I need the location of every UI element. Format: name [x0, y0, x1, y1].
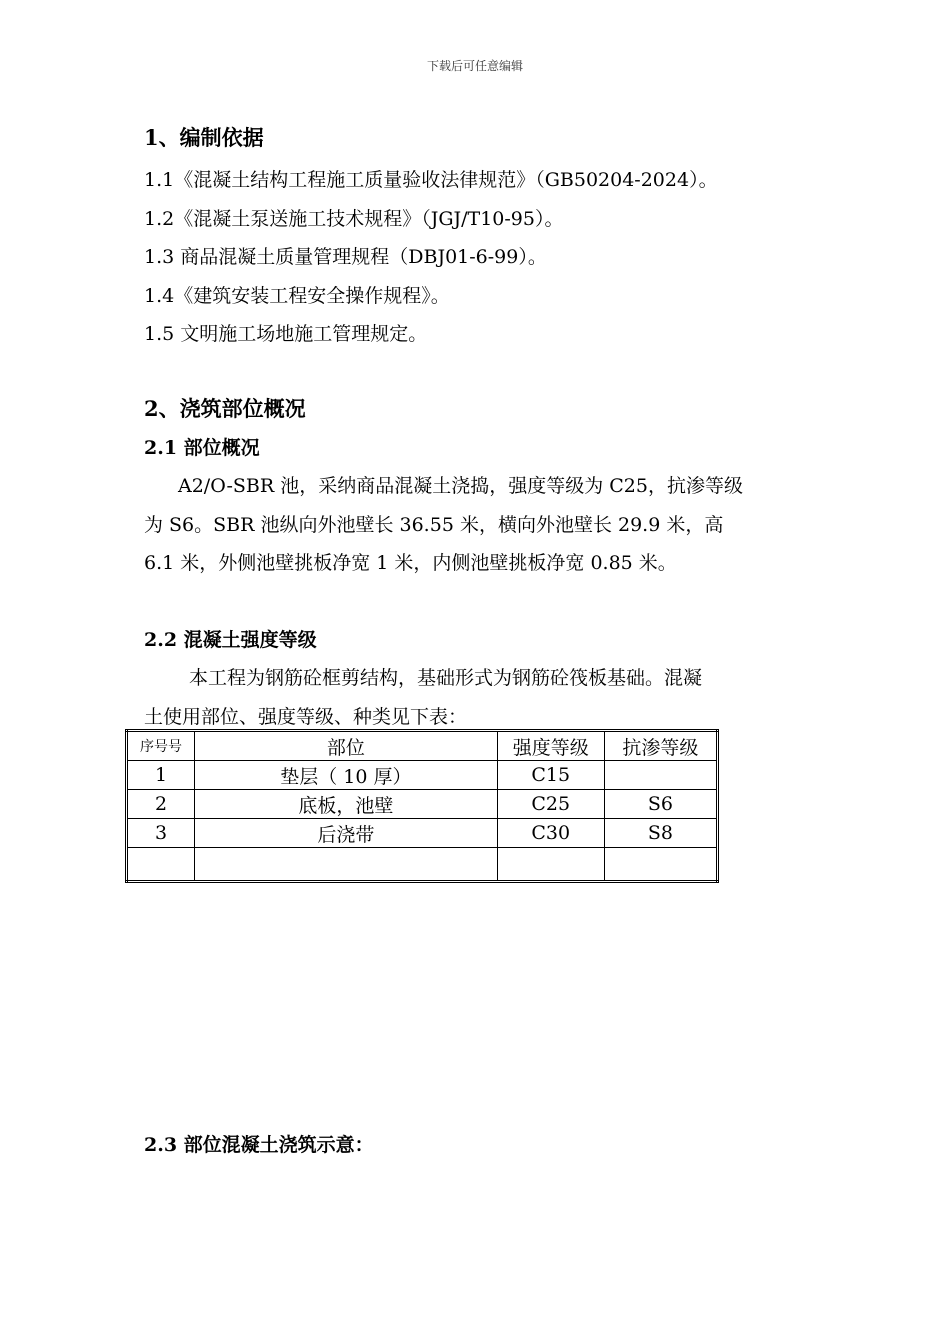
reference-item-1: 1.1《混凝土结构工程施工质量验收法律规范》（GB50204-2024）。: [144, 169, 718, 191]
header-index: 序号号: [127, 731, 195, 761]
cell-location: [195, 848, 498, 882]
cell-location: 底板，池壁: [195, 790, 498, 819]
table-header-row: [127, 731, 718, 761]
cell-location: 后浇带: [195, 819, 498, 848]
header-strength: 强度等级: [497, 731, 604, 761]
section-2-title: 2、浇筑部位概况: [144, 396, 306, 421]
grade-intro-line-2: 土使用部位、强度等级、种类见下表：: [144, 706, 468, 728]
reference-item-3: 1.3 商品混凝土质量管理规程（DBJ01-6-99）。: [144, 246, 547, 268]
concrete-grade-table: [125, 729, 719, 883]
reference-item-4: 1.4《建筑安装工程安全操作规程》。: [144, 285, 450, 307]
table-row: [127, 819, 718, 848]
cell-index: 3: [127, 819, 195, 848]
overview-line-1: A2/O-SBR 池，采纳商品混凝土浇捣，强度等级为 C25，抗渗等级: [178, 475, 743, 497]
table-row: [127, 790, 718, 819]
page-header-note: 下载后可任意编辑: [426, 59, 523, 73]
cell-strength: C15: [497, 761, 604, 790]
header-location: 部位: [195, 731, 498, 761]
cell-strength: [497, 848, 604, 882]
cell-index: [127, 848, 195, 882]
cell-impermeability: S8: [604, 819, 717, 848]
subsection-2-3-title: 2.3 部位混凝土浇筑示意：: [144, 1134, 374, 1156]
overview-line-2: 为 S6。SBR 池纵向外池壁长 36.55 米，横向外池壁长 29.9 米，高: [144, 514, 724, 536]
header-impermeability: 抗渗等级: [604, 731, 717, 761]
cell-strength: C30: [497, 819, 604, 848]
cell-index: 1: [127, 761, 195, 790]
section-1-title: 1、编制依据: [144, 125, 264, 150]
cell-impermeability: [604, 761, 717, 790]
grade-intro-line-1: 本工程为钢筋砼框剪结构，基础形式为钢筋砼筏板基础。混凝: [189, 667, 703, 689]
overview-line-3: 6.1 米，外侧池壁挑板净宽 1 米，内侧池壁挑板净宽 0.85 米。: [144, 552, 677, 574]
cell-location: 垫层（ 10 厚）: [195, 761, 498, 790]
table-row: [127, 848, 718, 882]
cell-impermeability: S6: [604, 790, 717, 819]
cell-impermeability: [604, 848, 717, 882]
reference-item-5: 1.5 文明施工场地施工管理规定。: [144, 323, 428, 345]
subsection-2-2-title: 2.2 混凝土强度等级: [144, 629, 317, 651]
cell-strength: C25: [497, 790, 604, 819]
cell-index: 2: [127, 790, 195, 819]
table-row: [127, 761, 718, 790]
subsection-2-1-title: 2.1 部位概况: [144, 437, 260, 459]
reference-item-2: 1.2《混凝土泵送施工技术规程》（JGJ/T10-95）。: [144, 208, 564, 230]
